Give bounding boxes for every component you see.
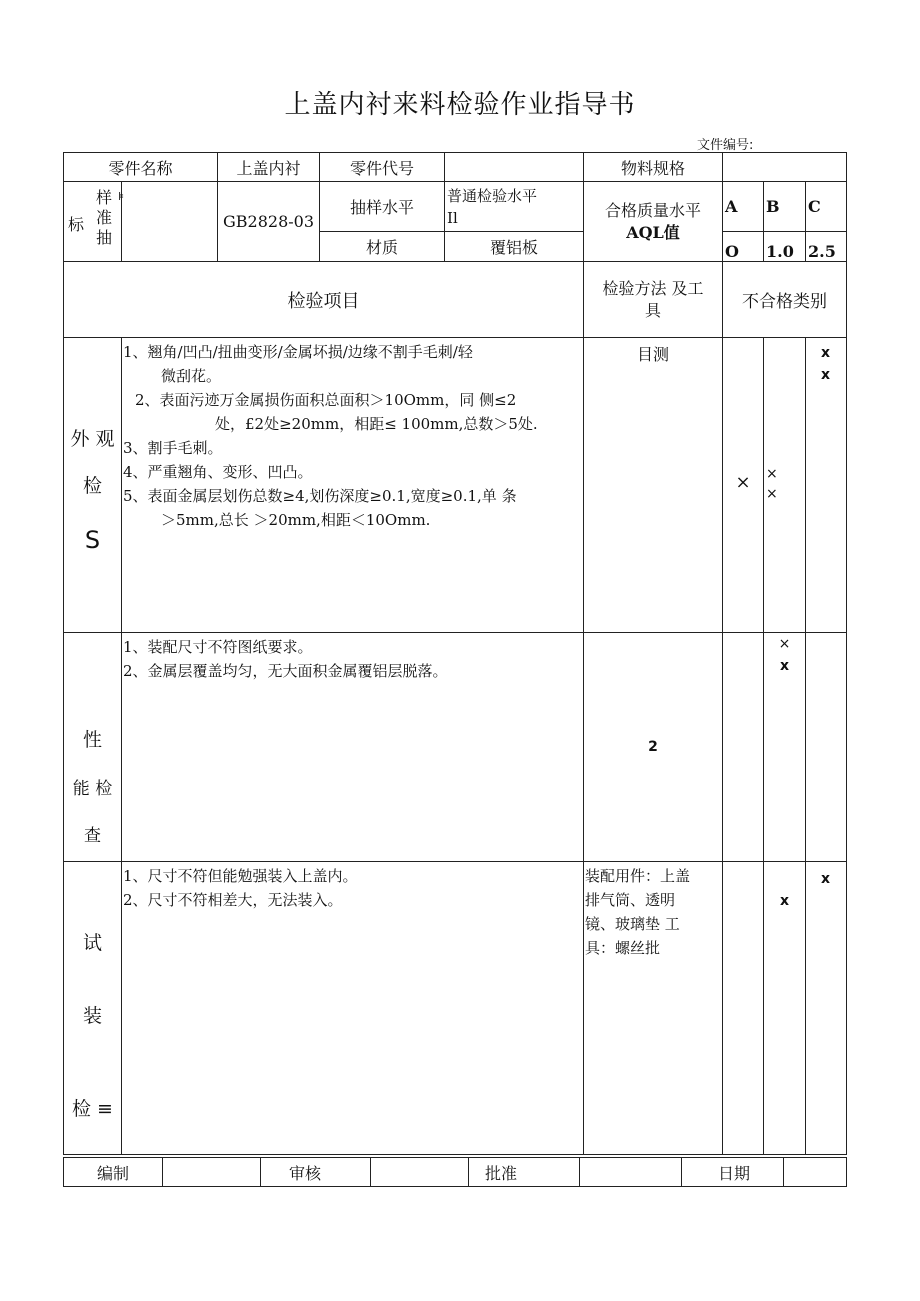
performance-mark-c — [806, 633, 847, 862]
performance-items — [122, 633, 584, 862]
sampling-level-value-1: 普通检验水平 — [447, 186, 538, 205]
appearance-line-7: 5、表面金属层划伤总数≥4,划伤深度≥0.1,宽度≥0.1,单 条 — [123, 487, 517, 505]
standard-label-spacer — [122, 182, 218, 262]
reviewed-label: 审核 — [261, 1158, 371, 1187]
trial-label-3: 检 ≡ — [72, 1098, 113, 1120]
class-b-header: B — [764, 182, 806, 232]
appearance-mark-a: × — [723, 338, 764, 633]
method-header-1: 检验方法 及工 — [602, 278, 704, 298]
performance-mark-b — [764, 633, 806, 862]
performance-label — [64, 633, 122, 862]
appearance-mark-c — [806, 338, 847, 633]
trial-label-1: 试 — [82, 932, 102, 954]
part-name-value: 上盖内衬 — [218, 153, 320, 182]
class-a-header: A — [723, 182, 764, 232]
material-spec-value — [723, 153, 847, 182]
sampling-level-value — [445, 182, 584, 232]
performance-label-3: 查 — [84, 826, 101, 846]
material-spec-label: 物料规格 — [584, 153, 723, 182]
appearance-line-5: 3、割手毛刺。 — [123, 439, 223, 457]
defect-class-header: 不合格类别 — [723, 262, 847, 338]
appearance-mark-b — [764, 338, 806, 633]
trial-line-1: 1、尺寸不符但能勉强装入上盖内。 — [123, 867, 358, 885]
trial-method-line-2: 排气筒、透明 — [585, 891, 676, 909]
performance-method: 2 — [584, 633, 723, 862]
appearance-line-1: 1、翘角/凹凸/扭曲变形/金属坏损/边缘不割手毛刺/轻 — [123, 343, 473, 361]
appearance-section — [64, 338, 847, 633]
part-name-label: 零件名称 — [64, 153, 218, 182]
standard-value: GB2828-03 — [218, 182, 320, 262]
appearance-mark-b-2: × — [766, 486, 778, 502]
trial-label — [64, 862, 122, 1155]
trial-mark-a — [723, 862, 764, 1155]
material-label: 材质 — [320, 232, 445, 262]
document-number-label: 文件编号: — [697, 138, 754, 153]
performance-mark-b-1: × — [778, 636, 791, 652]
method-header-2: 具 — [645, 300, 662, 320]
performance-mark-b-2: x — [780, 658, 790, 674]
date-value — [784, 1158, 847, 1187]
aql-label — [584, 182, 723, 262]
aql-c-value: 2.5 — [806, 232, 847, 262]
appearance-items — [122, 338, 584, 633]
appearance-label — [64, 338, 122, 633]
appearance-label-1: 外 观 — [70, 428, 115, 450]
performance-mark-a — [723, 633, 764, 862]
sampling-level-label: 抽样水平 — [320, 182, 445, 232]
appearance-method: 目测 — [584, 338, 723, 633]
trial-method-line-1: 装配用件：上盖 — [585, 867, 691, 885]
aql-a-value: O — [723, 232, 764, 262]
trial-items — [122, 862, 584, 1155]
trial-method-line-4: 具：螺丝批 — [585, 939, 661, 957]
appearance-line-4: 处，£2处≥20mm，相距≤ 100mm,总数＞5处. — [215, 415, 538, 433]
approved-value — [580, 1158, 682, 1187]
standard-label-cell — [64, 182, 125, 262]
trial-method — [584, 862, 723, 1155]
trial-method-line-3: 镜、玻璃垫 工 — [585, 915, 680, 933]
inspection-item-header: 检验项目 — [64, 262, 584, 338]
standard-label-left: 标 — [68, 215, 85, 234]
sampling-level-value-2: Il — [447, 208, 458, 227]
trial-label-2: 装 — [82, 1005, 102, 1027]
inspection-table — [63, 152, 847, 1155]
performance-section — [64, 633, 847, 862]
date-label: 日期 — [682, 1158, 784, 1187]
method-header — [584, 262, 723, 338]
part-code-value — [445, 153, 584, 182]
appearance-mark-c-1: x — [821, 345, 831, 361]
document-title: 上盖内衬来料检验作业指导书 — [284, 90, 636, 120]
aql-b-value: 1.0 — [764, 232, 806, 262]
performance-line-1: 1、装配尺寸不符图纸要求。 — [123, 638, 313, 656]
appearance-line-8: ＞5mm,总长 ＞20mm,相距＜10Omm. — [161, 511, 431, 529]
part-code-label: 零件代号 — [320, 153, 445, 182]
appearance-line-2: 微刮花。 — [161, 367, 222, 385]
performance-label-1: 性 — [82, 729, 102, 751]
appearance-line-3: 2、表面污迹万金属损伤面积总面积＞10Omm，同 侧≤2 — [135, 391, 517, 409]
trial-mark-c: x — [806, 862, 847, 1155]
material-value: 覆铝板 — [445, 232, 584, 262]
prepared-value — [163, 1158, 261, 1187]
class-c-header: C — [806, 182, 847, 232]
signoff-table — [63, 1157, 847, 1187]
aql-label-1: 合格质量水平 — [605, 200, 702, 220]
standard-label-2: 准 — [96, 208, 113, 227]
aql-label-2: AQL值 — [626, 222, 680, 242]
appearance-mark-b-1: × — [766, 466, 778, 482]
performance-label-2: 能 检 — [72, 779, 113, 799]
prepared-label: 编制 — [64, 1158, 163, 1187]
appearance-mark-c-2: x — [821, 367, 831, 383]
approved-label: 批准 — [469, 1158, 580, 1187]
trial-line-2: 2、尺寸不符相差大，无法装入。 — [123, 891, 343, 909]
trial-mark-b: x — [764, 862, 806, 1155]
standard-label-mark: ⊧ — [118, 190, 125, 203]
appearance-label-3: S — [84, 526, 101, 554]
trial-section — [64, 862, 847, 1155]
standard-label-1: 样 — [96, 188, 113, 207]
standard-label-3: 抽 — [96, 228, 113, 247]
appearance-label-2: 检 — [82, 475, 102, 497]
performance-line-2: 2、金属层覆盖均匀，无大面积金属覆铝层脱落。 — [123, 662, 448, 680]
reviewed-value — [371, 1158, 469, 1187]
appearance-line-6: 4、严重翘角、变形、凹凸。 — [123, 463, 313, 481]
